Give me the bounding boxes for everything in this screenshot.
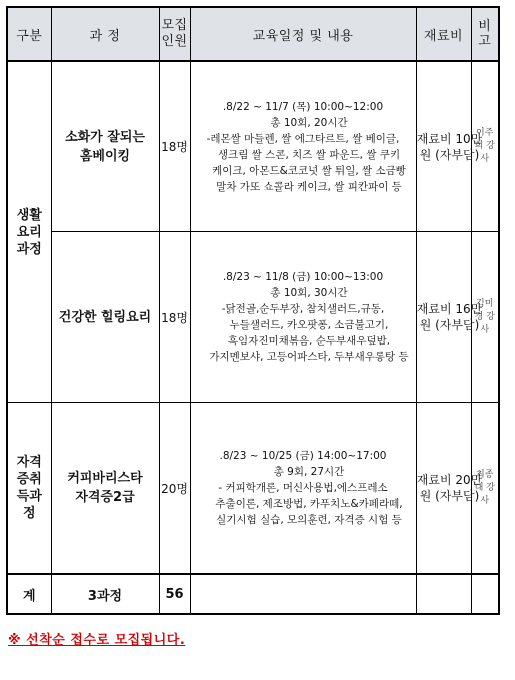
header-remarks: 비고 <box>471 7 499 61</box>
notice-text: ※ 선착순 접수로 모집됩니다. <box>8 633 186 648</box>
table-row <box>7 61 499 232</box>
total-empty-cell <box>416 574 471 614</box>
schedule-line: 총 9회, 27시간 <box>273 466 345 478</box>
course-name: 커피바리스타 자격증2급 <box>51 403 159 575</box>
instructor-remark: 김미경 강사 <box>471 232 499 403</box>
schedule-line: -닭전골,순두부장, 참치샐러드,규동, <box>221 303 385 315</box>
course-name: 소화가 잘되는 홈베이킹 <box>51 61 159 232</box>
schedule-line: - 커피학개론, 머신사용법,에스프레소 <box>218 482 388 494</box>
schedule-line: 케이크, 아몬드&코코넛 쌀 튀일, 쌀 소금빵 <box>212 164 406 177</box>
enrollment-count: 20명 <box>159 403 190 575</box>
enrollment-count: 18명 <box>159 232 190 403</box>
header-fee: 재료비 <box>416 7 471 61</box>
enrollment-count: 18명 <box>159 61 190 232</box>
total-row <box>7 574 499 614</box>
header-schedule: 교육일정 및 내용 <box>190 7 416 61</box>
header-course: 과 정 <box>51 7 159 61</box>
fee-cell: 재료비 10만원 (자부담) <box>416 61 471 232</box>
schedule-line: 누들샐러드, 카오팟퐁, 소금불고기, <box>229 319 389 331</box>
schedule-details <box>190 61 416 232</box>
schedule-line: 흑임자진미채볶음, 순두부새우덮밥, <box>227 335 391 347</box>
schedule-line: .8/22 ~ 11/7 (목) 10:00~12:00 <box>222 100 384 113</box>
schedule-line: 실기시험 실습, 모의훈련, 자격증 시험 등 <box>216 514 402 526</box>
schedule-line: .8/23 ~ 10/25 (금) 14:00~17:00 <box>219 450 387 462</box>
schedule-line: -레몬쌀 마들렌, 쌀 에그타르트, 쌀 베이글, <box>206 132 400 145</box>
category-cell: 자격증취득과정 <box>7 403 51 575</box>
schedule-line: 총 10회, 30시간 <box>270 287 348 299</box>
schedule-details <box>190 403 416 575</box>
schedule-line: .8/23 ~ 11/8 (금) 10:00~13:00 <box>222 271 384 283</box>
table-row <box>7 232 499 403</box>
fee-cell: 재료비 20만원 (자부담) <box>416 403 471 575</box>
fee-cell: 재료비 16만원 (자부담) <box>416 232 471 403</box>
schedule-details <box>190 232 416 403</box>
header-enrollment: 모집 인원 <box>159 7 190 61</box>
course-name: 건강한 힐링요리 <box>51 232 159 403</box>
total-empty-cell <box>471 574 499 614</box>
table-row <box>7 403 499 575</box>
schedule-line: 말차 가또 쇼콜라 케이크, 쌀 피칸파이 등 <box>216 180 402 193</box>
category-cell: 생활요리과정 <box>7 61 51 403</box>
instructor-remark: 최종대 강사 <box>471 403 499 575</box>
header-category: 구분 <box>7 7 51 61</box>
header-row <box>7 7 499 61</box>
schedule-line: 가지멘보샤, 고등어파스타, 두부새우롱탕 등 <box>209 351 409 363</box>
schedule-line: 총 10회, 20시간 <box>270 116 348 129</box>
total-courses: 3과정 <box>51 574 159 614</box>
schedule-line: 생크림 쌀 스콘, 치즈 쌀 파운드, 쌀 쿠키 <box>217 148 401 161</box>
total-enrollment: 56 <box>159 574 190 614</box>
total-label: 계 <box>7 574 51 614</box>
course-table <box>6 6 500 615</box>
total-empty-cell <box>190 574 416 614</box>
instructor-remark: 이주희 강사 <box>471 61 499 232</box>
schedule-line: 추출이론, 제조방법, 카푸치노&카페라떼, <box>215 498 403 510</box>
